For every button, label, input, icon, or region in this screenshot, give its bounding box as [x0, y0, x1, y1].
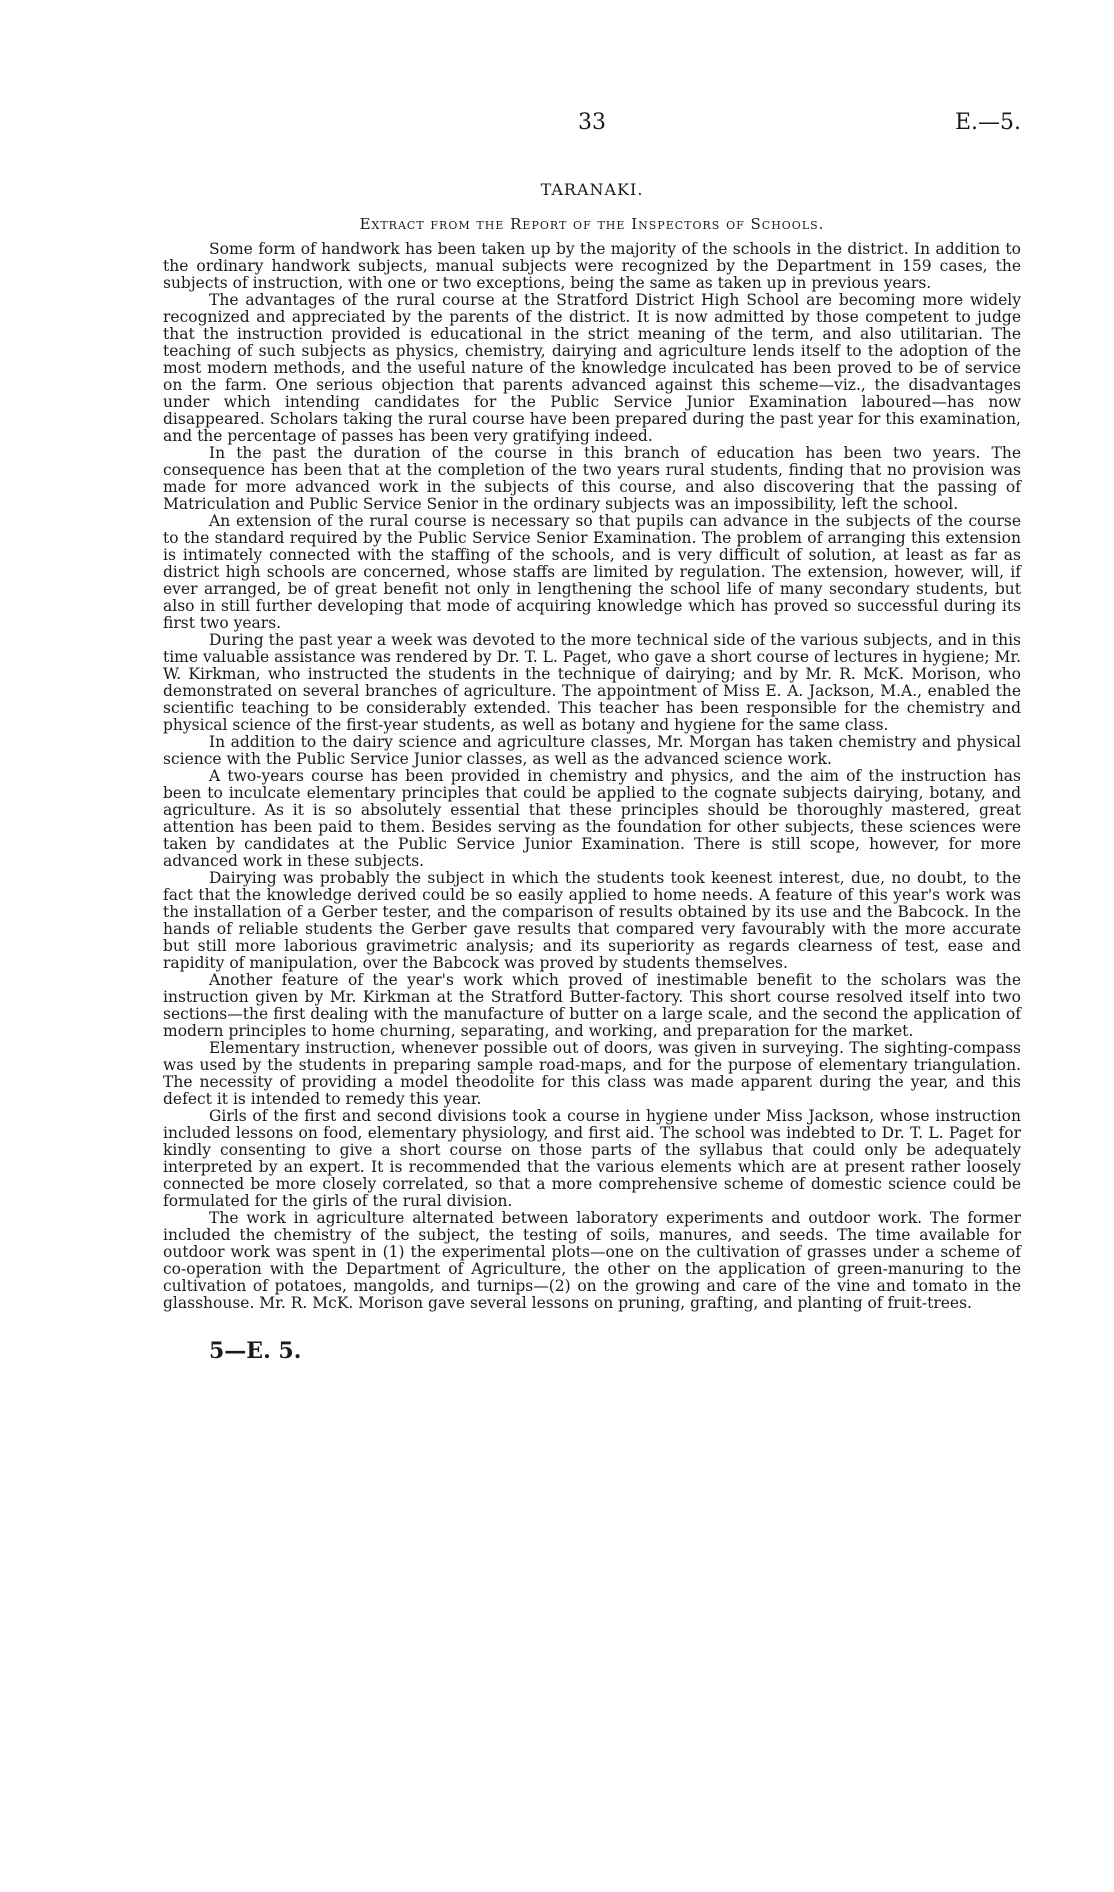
- section-subtitle: Extract from the Report of the Inspectors of Schools.: [359, 215, 825, 233]
- paragraph: In addition to the dairy science and agriculture classes, Mr. Morgan has taken chemistry and physical science with the Public Service Junior classes, as well as the advanced science work.: [163, 733, 1021, 768]
- signature-mark: 5—E. 5.: [209, 1338, 302, 1364]
- paragraph: Some form of handwork has been taken up by the majority of the schools in the district. In addition to the ordinary handwork subjects, manual subjects were recognized by the Department in 159 cases, the subjects of instruction, with one or two exceptions, being the same as taken up in previous years.: [163, 240, 1021, 292]
- paragraph: An extension of the rural course is necessary so that pupils can advance in the subjects of the course to the standard required by the Public Service Senior Examination. The problem of arranging this extension is intimately connected with the staffing of the schools, and is very difficult of solution, at least as far as district high schools are concerned, whose staffs are limited by regulation. The extension, however, will, if ever arranged, be of great benefit not only in lengthening the school life of many secondary students, but also in still further developing that mode of acquiring knowledge which has proved so successful during its first two years.: [163, 512, 1021, 632]
- paragraph: A two-years course has been provided in chemistry and physics, and the aim of the instruction has been to inculcate elementary principles that could be applied to the cognate subjects dairying, botany, and agriculture. As it is so absolutely essential that these principles should be thoroughly mastered, great attention has been paid to them. Besides serving as the foundation for other subjects, these sciences were taken by candidates at the Public Service Junior Examination. There is still scope, however, for more advanced work in these subjects.: [163, 767, 1021, 870]
- page-header: [163, 110, 1021, 150]
- paragraph: During the past year a week was devoted to the more technical side of the various subjects, and in this time valuable assistance was rendered by Dr. T. L. Paget, who gave a short course of lectures in hygiene; Mr. W. Kirkman, who instructed the students in the technique of dairying; and by Mr. R. McK. Morison, who demonstrated on several branches of agriculture. The appointment of Miss E. A. Jackson, M.A., enabled the scientific teaching to be considerably extended. This teacher has been responsible for the chemistry and physical science of the first-year students, as well as botany and hygiene for the same class.: [163, 631, 1021, 734]
- section-title: TARANAKI.: [540, 180, 644, 199]
- body-text: [163, 241, 1021, 1312]
- paragraph: Another feature of the year's work which proved of inestimable benefit to the scholars was the instruction given by Mr. Kirkman at the Stratford Butter-factory. This short course resolved itself into two sections—the first dealing with the manufacture of butter on a large scale, and the second the application of modern principles to home churning, separating, and working, and preparation for the market.: [163, 971, 1021, 1040]
- paragraph: Girls of the first and second divisions took a course in hygiene under Miss Jackson, whose instruction included lessons on food, elementary physiology, and first aid. The school was indebted to Dr. T. L. Paget for kindly consenting to give a short course on those parts of the syllabus that could only be adequately interpreted by an expert. It is recommended that the various elements which are at present rather loosely connected be more closely correlated, so that a more comprehensive scheme of domestic science could be formulated for the girls of the rural division.: [163, 1107, 1021, 1210]
- page-number: 33: [578, 110, 606, 135]
- paragraph: The advantages of the rural course at the Stratford District High School are becoming more widely recognized and appreciated by the parents of the district. It is now admitted by those competent to judge that the instruction provided is educational in the strict meaning of the term, and also utilitarian. The teaching of such subjects as physics, chemistry, dairying and agriculture lends itself to the adoption of the most modern methods, and the useful nature of the knowledge inculcated has been proved to be of service on the farm. One serious objection that parents advanced against this scheme—viz., the disadvantages under which intending candidates for the Public Service Junior Examination laboured—has now disappeared. Scholars taking the rural course have been prepared during the past year for this examination, and the percentage of passes has been very gratifying indeed.: [163, 291, 1021, 445]
- paragraph: In the past the duration of the course in this branch of education has been two years. The consequence has been that at the completion of the two years rural students, finding that no provision was made for more advanced work in the subjects of this course, and also discovering that the passing of Matriculation and Public Service Senior in the ordinary subjects was an impossibility, left the school.: [163, 444, 1021, 513]
- paragraph: Elementary instruction, whenever possible out of doors, was given in surveying. The sighting-compass was used by the students in preparing sample road-maps, and for the purpose of elementary triangulation. The necessity of providing a model theodolite for this class was made apparent during the year, and this defect it is intended to remedy this year.: [163, 1039, 1021, 1108]
- paragraph: The work in agriculture alternated between laboratory experiments and outdoor work. The former included the chemistry of the subject, the testing of soils, manures, and seeds. The time available for outdoor work was spent in (1) the experimental plots—one on the cultivation of grasses under a scheme of co-operation with the Department of Agriculture, the other on the application of green-manuring to the cultivation of potatoes, mangolds, and turnips—(2) on the growing and care of the vine and tomato in the glasshouse. Mr. R. McK. Morison gave several lessons on pruning, grafting, and planting of fruit-trees.: [163, 1209, 1021, 1312]
- document-reference: E.—5.: [954, 110, 1021, 135]
- paragraph: Dairying was probably the subject in which the students took keenest interest, due, no doubt, to the fact that the knowledge derived could be so easily applied to home needs. A feature of this year's work was the installation of a Gerber tester, and the comparison of results obtained by its use and the Babcock. In the hands of reliable students the Gerber gave results that compared very favourably with the more accurate but still more laborious gravimetric analysis; and its superiority as regards clearness of test, ease and rapidity of manipulation, over the Babcock was proved by students themselves.: [163, 869, 1021, 972]
- document-page: [163, 110, 1021, 1364]
